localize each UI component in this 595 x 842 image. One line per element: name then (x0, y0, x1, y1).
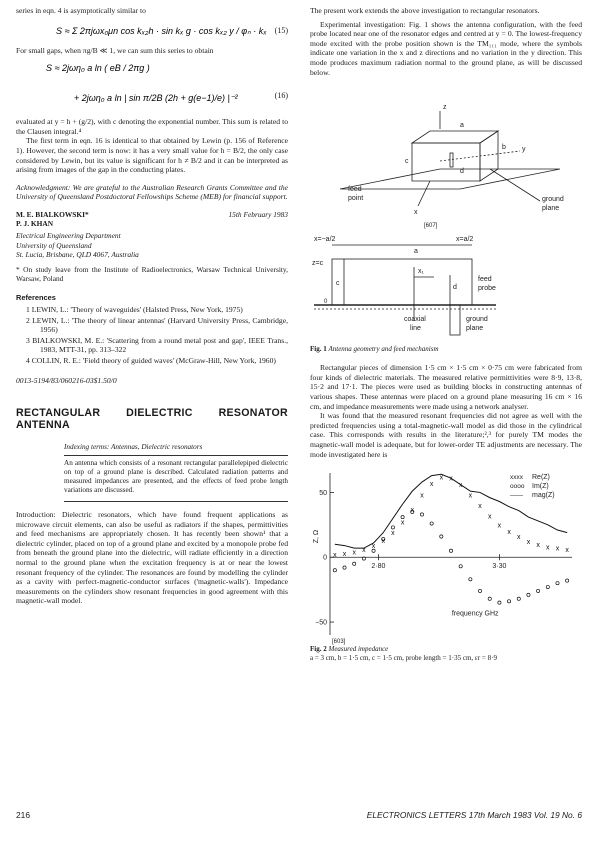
data-point-re: x (333, 552, 337, 560)
legend-symbol: oooo (510, 483, 525, 491)
reference-item: 1 LEWIN, L.: 'Theory of waveguides' (Halsted Press, New York, 1975) (26, 304, 243, 314)
affiliation-2: University of Queensland (16, 240, 92, 250)
legend-symbol: xxxx (510, 474, 523, 482)
abstract-text: An antenna which consists of a resonant rectangular parallelepiped dielectric on top of a ground plane is described. Calculated radiation patterns and measured impedances are presented, and the effects of feed probe length variations are discussed. (64, 455, 288, 495)
data-point-re: x (487, 513, 492, 521)
data-point-im (353, 562, 356, 565)
figure-2-chart (310, 465, 582, 645)
side-a-label: a (414, 248, 418, 256)
left-column (16, 6, 288, 606)
ground-plane-shape (340, 169, 560, 189)
equation-15 (16, 16, 288, 46)
figure-2-params: a = 3 cm, b = 1·5 cm, c = 1·5 cm, probe length = 1·35 cm, εr = 8·9 (310, 654, 497, 663)
figure-2-caption-text: Measured impedance (328, 645, 389, 654)
figure-1-caption (310, 345, 439, 354)
legend-label: mag(Z) (532, 492, 555, 500)
abstract-block (64, 443, 288, 502)
point-label: point (348, 195, 364, 203)
journal-footer: ELECTRONICS LETTERS 17th March 1983 Vol. 19 No. 6 (366, 810, 582, 820)
figure-2-caption-number: Fig. 2 (310, 645, 327, 654)
data-point-re: x (555, 545, 560, 553)
reference-item: 3 BIALKOWSKI, M. E.: 'Scattering from a round metal post and gap', IEEE Trans., 1983, MTT-31, pp. 313–322 (26, 335, 288, 355)
svg-text:S ≈ Σ 2πjωx₀μn cos kₓ₂h · sin: S ≈ Σ 2πjωx₀μn cos kₓ₂h · sin kₓ g · cos kₓ₂ y / φₙ · kₓ (56, 25, 267, 36)
right-para-4: It was found that the measured resonant frequencies did not agree as well with the predicted frequencies using a total-magnetic-wall model as did those in the cylindrical case. This corresponds with results in the literature;²,³ for purely TM modes the magnetic-wall model is adequate, but for lower-order TE adjustments are necessary. The mode investigated here is (310, 411, 582, 459)
introduction-para: Introduction: Dielectric resonators, which have found frequent applications as microwave circuit elements, can also be useful as radiators if the shapes, permittivities and feed mechanisms are appropriately chosen. It has recently been shown¹ that a dielectric cylinder, placed on top of a ground plane and excited by a monopole probe fed from beneath the ground plane into the dielectric, will radiate efficiently in a direction normal to the ground plane when the excitation frequency is at or near the lowest resonant frequency of the cylinder. The resonances are found by modelling the cylinder as a cavity with perfect-magnetic-conductor surfaces ('magnetic-walls'). Impedance measurements on the cylinders show resonant frequencies in good agreement with this magnetic-wall model. (16, 510, 288, 606)
data-point-re: x (517, 534, 521, 542)
origin-label: 0 (324, 299, 328, 306)
data-point-im (507, 600, 510, 603)
y-tick-label: 50 (319, 490, 327, 498)
ground-plane-label-1: ground (466, 316, 488, 324)
data-point-re: x (507, 528, 511, 536)
affiliation-3: St. Lucia, Brisbane, QLD 4067, Australia (16, 249, 139, 259)
axis-x-label: x (414, 209, 418, 217)
svg-text:+ 2jωη₀ a ln | sin π/2B (2h +: + 2jωη₀ a ln | sin π/2B (2h + g(e−1)/e) |⁻² (74, 93, 238, 104)
data-point-re: x (536, 541, 540, 549)
x-axis-label: frequency GHz (451, 610, 499, 618)
data-point-im (420, 513, 423, 516)
legend-label: Re(Z) (532, 474, 550, 482)
right-para-1: The present work extends the above investigation to rectangular resonators. (310, 6, 540, 15)
coaxial-label: coaxial (404, 316, 426, 324)
line-label: line (410, 325, 421, 333)
data-point-re: x (458, 482, 463, 490)
dim-d-label: d (460, 168, 464, 176)
data-point-re: x (478, 502, 482, 510)
figure-1-code: [607] (424, 223, 438, 230)
ground-plane-label-2: plane (466, 325, 484, 333)
x-tick-label: 3·30 (492, 563, 507, 571)
data-point-im (430, 522, 433, 525)
data-point-re: x (439, 474, 444, 482)
article-code: 0013-5194/83/060216-03$1.50/0 (16, 375, 117, 385)
side-d-label: d (453, 284, 457, 292)
left-para-1: series in eqn. 4 is asymptotically similar to (16, 6, 146, 15)
data-point-re: x (410, 506, 415, 514)
x-pos-label: x=a/2 (456, 236, 474, 244)
axis-z-label: z (443, 104, 447, 112)
equation-15-number: (15) (274, 25, 288, 35)
data-point-im (401, 516, 404, 519)
right-para-3: Rectangular pieces of dimension 1·5 cm × 1·5 cm × 0·75 cm were fabricated from four kinds of dielectric materials. The measured relative permittivities were 8·9, 13·8, 15·2 and 17·1. The pieces were used as building blocks in constructing antennas of various shapes. These antennas were placed on a ground plane measuring 16 cm × 16 cm, and impedance measurements were made using a network analyser. (310, 363, 582, 411)
dim-a-label: a (460, 122, 464, 130)
equation-16-graphic (16, 55, 288, 117)
data-point-re: x (468, 492, 473, 500)
dim-b-label: b (502, 144, 506, 152)
data-point-re: x (362, 547, 366, 555)
x-tick-label: 2·80 (371, 563, 386, 571)
left-para-3: evaluated at y = h + (g/2), with c denoting the exponential number. This sum is related to the Clausen integral.⁴ (16, 117, 288, 136)
y-tick-label: 0 (323, 554, 327, 562)
data-point-re: x (497, 522, 502, 530)
data-point-re: x (526, 539, 531, 547)
data-point-im (498, 601, 501, 604)
data-point-re: x (391, 530, 395, 538)
antenna-3d-view (340, 104, 564, 216)
right-column (310, 6, 582, 665)
antenna-side-view (312, 236, 496, 335)
figure-2-code: [603] (332, 639, 346, 646)
x1-label: x₁ (418, 268, 424, 276)
left-para-4: The first term in eqn. 16 is identical to that obtained by Lewin (p. 156 of Reference 1). However, the second term is now: it has a very small value for h = B/2, the only case considered by Lewin, but its value is significant for h ≠ B/2 and it can be interpreted as arising from images of the gap in the conducting plates. (16, 136, 288, 175)
data-point-im (488, 597, 491, 600)
data-point-im (469, 578, 472, 581)
y-axis-label: Z, Ω (313, 529, 320, 544)
affiliation-1: Electrical Engineering Department (16, 231, 121, 241)
author-block (16, 210, 288, 283)
figure-2-caption (310, 645, 497, 663)
data-point-re: x (352, 549, 356, 557)
data-point-im (478, 589, 481, 592)
figure-1 (310, 81, 582, 357)
dim-c-label: c (405, 158, 409, 166)
data-point-im (391, 526, 394, 529)
page-number: 216 (16, 810, 30, 820)
equation-16-number: (16) (274, 91, 288, 101)
data-point-im (517, 597, 520, 600)
data-point-im (440, 535, 443, 538)
legend-label: Im(Z) (532, 483, 549, 491)
references-list (16, 305, 288, 366)
side-c-label: c (336, 280, 340, 288)
data-point-im (527, 593, 530, 596)
z-c-label: z=c (312, 260, 324, 268)
ground-label: ground (542, 196, 564, 204)
figure-1-diagram (310, 81, 582, 357)
y-tick-label: −50 (315, 619, 327, 627)
data-point-re: x (565, 547, 569, 555)
data-point-re: x (429, 480, 434, 488)
data-point-re: x (342, 550, 347, 558)
article-headline: RECTANGULAR DIELECTRIC RESONATOR ANTENNA (16, 407, 288, 432)
data-point-im (537, 589, 540, 592)
right-para-2: Experimental investigation: Fig. 1 shows the antenna configuration, with the feed probe located near one of the resonator edges and centred at y = 0. The lowest-frequency mode excited with the probe position shown is the TM₁₁₁ mode, where the symbols indicate one variation in the x and z directions and no variation in the y direction. This mode produces maximum radiation normal to the ground plane, as will be discussed below. (310, 19, 582, 77)
data-point-im (546, 586, 549, 589)
data-point-im (566, 579, 569, 582)
x-neg-label: x=−a/2 (314, 236, 336, 244)
left-para-2: For small gaps, when πg/B ≪ 1, we can sum this series to obtain (16, 45, 214, 55)
reference-item: 4 COLLIN, R. E.: 'Field theory of guided waves' (McGraw-Hill, New York, 1960) (26, 355, 276, 365)
data-point-im (556, 582, 559, 585)
figure-2 (310, 465, 582, 665)
indexing-terms: Indexing terms: Antennas, Dielectric resonators (64, 443, 203, 452)
received-date: 15th February 1983 (228, 209, 288, 219)
figure-1-caption-text: Antenna geometry and feed mechanism (328, 345, 439, 354)
feed-probe-label-1: feed (478, 276, 492, 284)
data-point-re: x (400, 519, 405, 527)
feed-probe-label-2: probe (478, 285, 496, 293)
figure-1-caption-number: Fig. 1 (310, 345, 327, 354)
data-point-im (459, 565, 462, 568)
plane-label: plane (542, 205, 560, 213)
data-point-im (333, 569, 336, 572)
svg-text:S ≈ 2jωη₀ a ln ( eB / 2πg ): S ≈ 2jωη₀ a ln ( eB / 2πg ) (46, 63, 150, 74)
data-point-re: x (449, 475, 453, 483)
equation-16 (16, 55, 288, 117)
acknowledgment: Acknowledgment: We are grateful to the Australian Research Grants Committee and the University of Queensland Postdoctoral Fellowships Scheme (MEB) for financial support. (16, 182, 288, 202)
equation-15-graphic (16, 16, 288, 46)
data-point-re: x (420, 492, 424, 500)
feed-label: feed (348, 186, 362, 194)
author-footnote: * On study leave from the Institute of Radioelectronics, Warsaw Technical University, Warsaw, Poland (16, 264, 288, 284)
data-point-re: x (381, 537, 385, 545)
data-point-re: x (371, 543, 376, 551)
axis-y-label: y (522, 146, 526, 154)
author-2: P. J. KHAN (16, 219, 54, 229)
data-point-im (449, 549, 452, 552)
legend-symbol: —— (510, 492, 523, 500)
data-point-re: x (546, 544, 550, 552)
reference-item: 2 LEWIN, L.: 'The theory of linear antennas' (Harvard University Press, Cambridge, 1956) (26, 315, 288, 335)
data-point-im (343, 566, 346, 569)
author-1: M. E. BIALKOWSKI* (16, 209, 89, 219)
references-heading: References (16, 293, 56, 303)
